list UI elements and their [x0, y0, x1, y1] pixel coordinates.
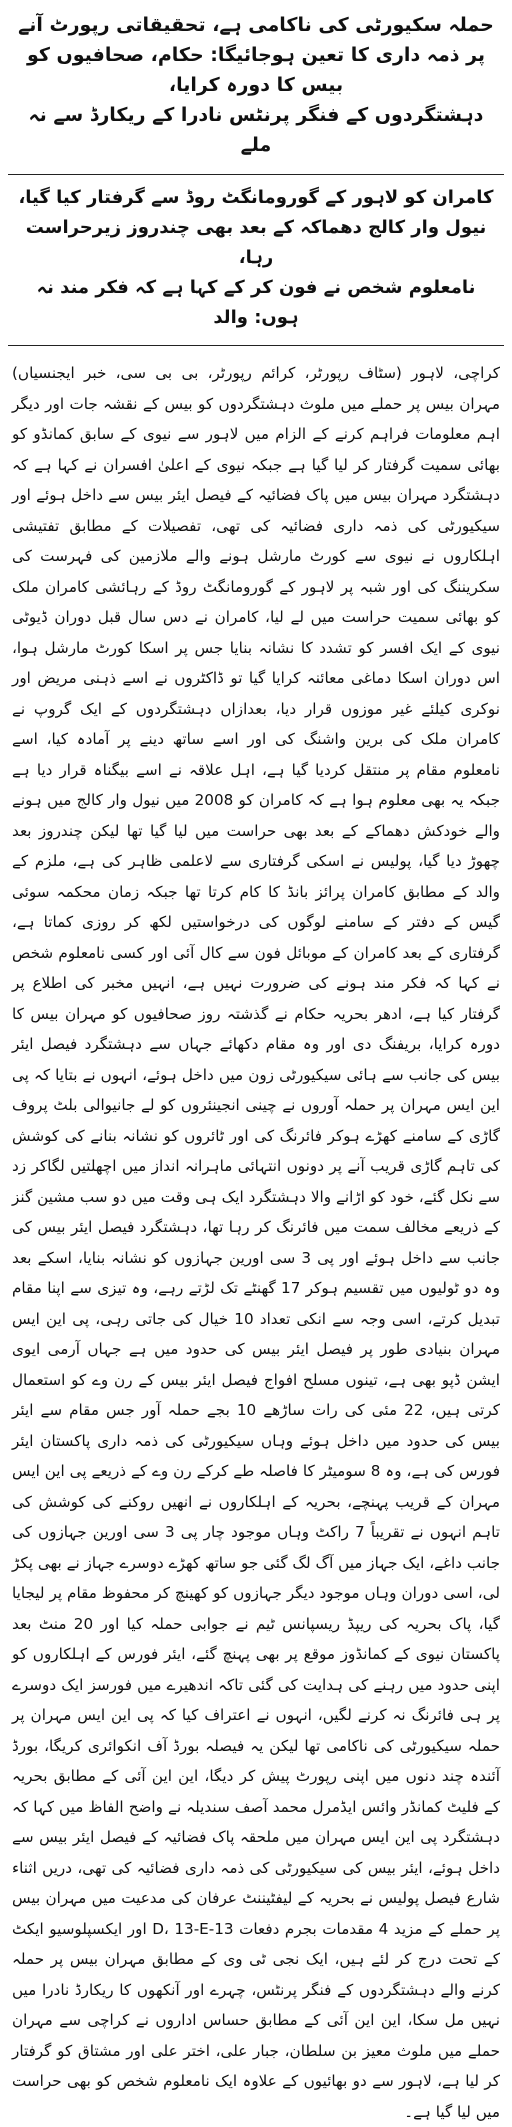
subheadline-line-1: کامران کو لاہور کے گورومانگٹ روڈ سے گرفتار کیا گیا، نیول وار کالج دھماکہ کے بعد بھی چندروز زیرحراست رہا، — [18, 187, 494, 268]
headline-line-2: دہشتگردوں کے فنگر پرنٹس نادرا کے ریکارڈ سے نہ ملے — [28, 104, 484, 156]
subheadline-line-2: نامعلوم شخص نے فون کر کے کہا ہے کہ فکر مند نہ ہوں: والد — [36, 277, 476, 328]
subheadline — [8, 181, 504, 339]
headline — [8, 6, 504, 168]
headline-line-1: حملہ سکیورٹی کی ناکامی ہے، تحقیقاتی رپورٹ آنے پر ذمہ داری کا تعین ہوجائیگا: حکام، صحافیوں کو بیس کا دورہ کرایا، — [18, 14, 494, 96]
article-body: کراچی، لاہور (سٹاف رپورٹر، کرائم رپورٹر، بی بی سی، خبر ایجنسیاں) مہران بیس پر حملے میں ملوث دہشتگردوں کو بیس کے نقشہ جات اور دیگر اہم معلومات فراہم کرنے کے الزام میں لاہور سے نیوی کے سابق کمانڈو کو بھائی سمیت گرفتار کر لیا گیا ہے جبکہ نیوی کے اعلیٰ افسران نے کہا ہے کہ دہشتگرد مہران بیس میں پاک فضائیہ کے فیصل ایئر بیس سے داخل ہوئے اور سیکیورٹی کی ذمہ داری فضائیہ کی تھی، تفصیلات کے مطابق تفتیشی اہلکاروں نے نیوی سے کورٹ مارشل ہونے والے ملازمین کی فہرست کی سکریننگ کی اور شبہ پر لاہور کے گورومانگٹ روڈ کے رہائشی کامران ملک کو بھائی سمیت حراست میں لے لیا، کامران نے دس سال قبل دوران ڈیوٹی نیوی کے ایک افسر کو تشدد کا نشانہ بنایا جس پر اسکا کورٹ مارشل ہوا، اس دوران اسکا دماغی معائنہ کرایا گیا تو ڈاکٹروں نے اسے ذہنی مریض اور نوکری کیلئے غیر موزوں قرار دیا، بعدازاں دہشتگردوں کے ایک گروپ نے کامران ملک کی برین واشنگ کی اور اسے ساتھ دینے پر آمادہ کیا، اسے نامعلوم مقام پر منتقل کردیا گیا ہے، اہل علاقہ نے اسے بیگناہ قرار دیا ہے جبکہ یہ بھی معلوم ہوا ہے کہ کامران کو 2008 میں نیول وار کالج میں ہونے والے خودکش دھماکے کے بعد بھی حراست میں لیا گیا تھا لیکن چندروز بعد چھوڑ دیا گیا، پولیس نے اسکی گرفتاری سے لاعلمی ظاہر کی ہے، ملزم کے والد کے مطابق کامران پرائز بانڈ کا کام کرتا تھا جبکہ زمان محکمہ سوئی گیس کے دفتر کے سامنے لوگوں کی درخواستیں لکھ کر روزی کماتا ہے، گرفتاری کے بعد کامران کے موبائل فون سے کال آئی اور کسی نامعلوم شخص نے کہا کہ فکر مند ہونے کی ضرورت نہیں ہے، انہیں مخبر کی اطلاع پر گرفتار کیا ہے، ادھر بحریہ حکام نے گذشتہ روز صحافیوں کو مہران بیس کا دورہ کرایا، بریفنگ دی اور وہ مقام دکھائے جہاں سے دہشتگرد فیصل ایئر بیس کی جانب سے ہائی سیکیورٹی زون میں داخل ہوئے، انہوں نے بتایا کہ پی این ایس مہران پر حملہ آوروں نے چینی انجینئروں کو لے جانیوالی بلٹ پروف گاڑی کے سامنے کھڑے ہوکر فائرنگ کی اور ٹائروں کو نشانہ بنانے کی کوشش کی تاہم گاڑی قریب آنے پر دونوں انتہائی ماہرانہ انداز میں اچھلتیں لگاکر زد سے نکل گئے، خود کو اڑانے والا دہشتگرد ایک ہی وقت میں دو سب مشین گنز کے ذریعے مخالف سمت میں فائرنگ کر رہا تھا، دہشتگرد فیصل ایئر بیس کی جانب سے داخل ہوئے اور پی 3 سی اورین جہازوں کو نشانہ بنایا، اسکے بعد وہ دو ٹولیوں میں تقسیم ہوکر 17 گھنٹے تک لڑتے رہے، وہ تیزی سے اپنا مقام تبدیل کرتے، اسی وجہ سے انکی تعداد 10 خیال کی جاتی رہی، پی این ایس مہران بنیادی طور پر فیصل ایئر بیس کی حدود میں ہے جہاں آرمی ایوی ایشن ڈپو بھی ہے، تینوں مسلح افواج فیصل ایئر بیس کے رن وے کو استعمال کرتی ہیں، 22 مئی کی رات ساڑھے 10 بجے حملہ آور جس مقام سے ایئر بیس کی حدود میں داخل ہوئے وہاں سیکیورٹی کی ذمہ داری پاکستان ایئر فورس کی ہے، وہ 8 سومیٹر کا فاصلہ طے کرکے رن وے کے ذریعے پی این ایس مہران کے قریب پہنچے، بحریہ کے اہلکاروں نے انھیں روکنے کی کوشش کی تاہم انہوں نے تقریباً 7 راکٹ وہاں موجود چار پی 3 سی اورین جہازوں کی جانب داغے، ایک جہاز میں آگ لگ گئی جو ساتھ کھڑے دوسرے جہاز نے بھی پکڑ لی، اسی دوران وہاں موجود دیگر جہازوں کو کھینچ کر محفوظ مقام پر لیجایا گیا، پاک بحریہ کی ریپڈ ریسپانس ٹیم نے جوابی حملہ کیا اور 20 منٹ بعد پاکستان نیوی کے کمانڈوز موقع پر بھی پہنچ گئے، ایئر فورس کے اہلکاروں کو اپنی حدود میں رہنے کی ہدایت کی گئی تاکہ اندھیرے میں فورسز ایک دوسرے پر ہی فائرنگ نہ کرنے لگیں، انہوں نے اعتراف کیا کہ پی این ایس مہران پر حملہ سیکیورٹی کی ناکامی تھا لیکن یہ فیصلہ بورڈ آف انکوائری کریگا، بورڈ آئندہ چند دنوں میں اپنی رپورٹ پیش کر دیگا، این این آئی کے مطابق بحریہ کے فلیٹ کمانڈر وائس ایڈمرل محمد آصف سندیلہ نے واضح الفاظ میں کہا کہ دہشتگرد پی این ایس مہران میں ملحقہ پاک فضائیہ کے فیصل ایئر بیس سے داخل ہوئے، ایئر بیس کی سیکیورٹی کی ذمہ داری فضائیہ کی تھی، دریں اثناء شارع فیصل پولیس نے بحریہ کے لیفٹیننٹ عرفان کی مدعیت میں مہران بیس پر حملے کے مزید 4 مقدمات بجرم دفعات 13-D، 13-E اور ایکسپلوسیو ایکٹ کے تحت درج کر لئے ہیں، ایک نجی ٹی وی کے مطابق مہران بیس پر حملہ کرنے والے دہشتگردوں کے فنگر پرنٹس، چہرے اور آنکھوں کا ریکارڈ نادرا میں نہیں مل سکا، این این آئی کے مطابق حساس اداروں نے کراچی سے مہران حملے میں ملوث معیز بن سلطان، جبار علی، اختر علی اور مشتاق کو گرفتار کر لیا ہے، لاہور سے دو بھائیوں کے علاوہ ایک نامعلوم شخص کو بھی حراست میں لیا گیا ہے۔ — [12, 364, 501, 2121]
divider-top — [8, 174, 504, 175]
divider-bottom — [8, 345, 504, 346]
